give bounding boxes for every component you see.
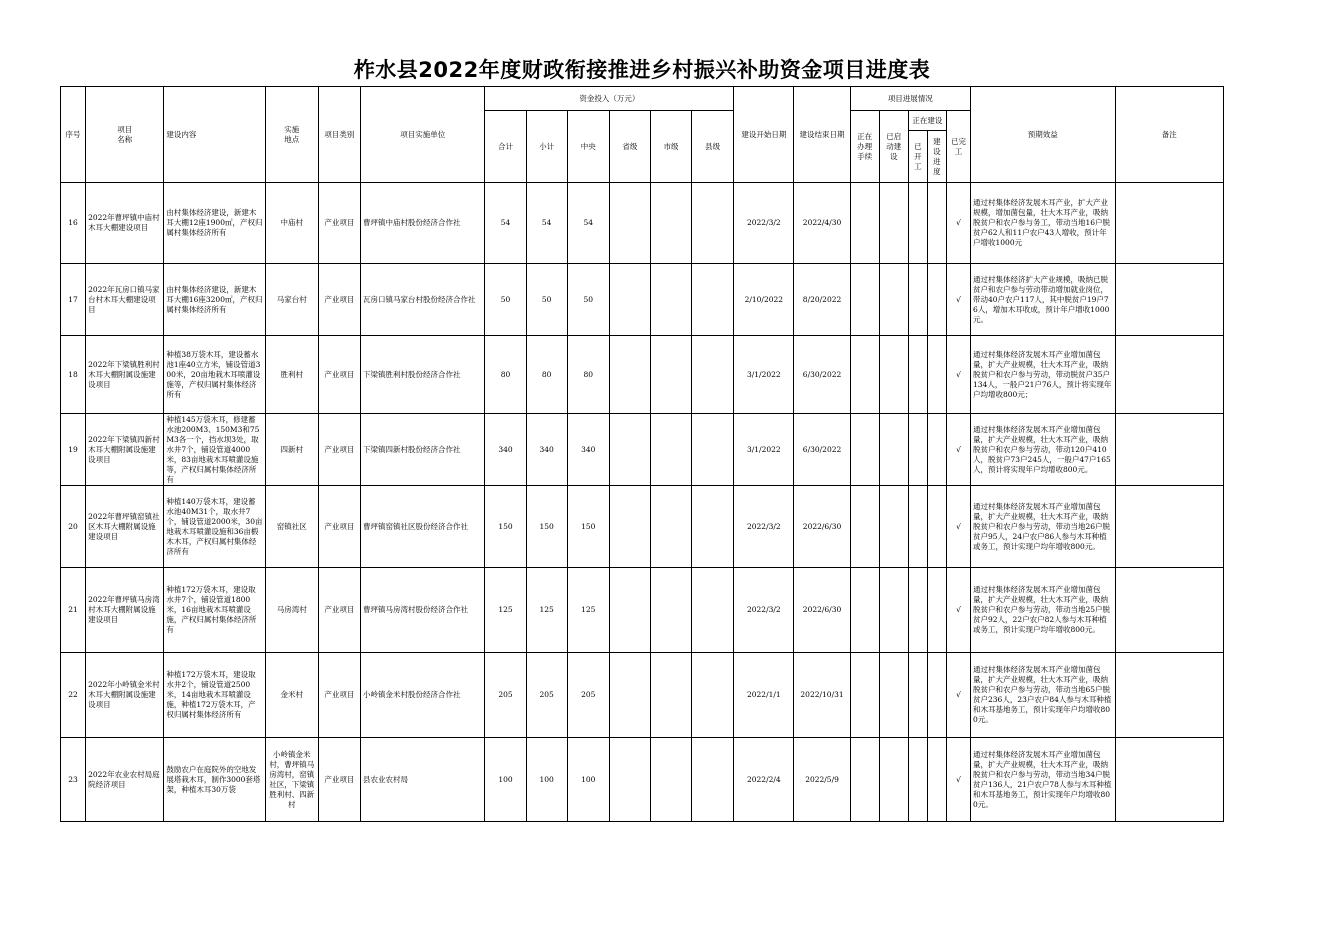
cell-category: 产业项目	[318, 738, 360, 822]
table-row	[61, 738, 1224, 822]
cell-unit: 下梁镇胜利村股份经济合作社	[361, 336, 485, 414]
cell-proc	[850, 486, 879, 568]
cell-completed: √	[946, 738, 970, 822]
cell-county	[692, 568, 734, 653]
cell-begun	[908, 264, 927, 336]
cell-proc	[850, 653, 879, 738]
cell-county	[692, 336, 734, 414]
table-row	[61, 336, 1224, 414]
cell-end: 6/30/2022	[794, 336, 850, 414]
col-remark: 备注	[1115, 87, 1224, 183]
cell-county	[692, 414, 734, 486]
cell-category: 产业项目	[318, 183, 360, 264]
col-location: 实施 地点	[265, 87, 318, 183]
cell-begun	[908, 414, 927, 486]
cell-name: 2022年曹坪镇中庙村木耳大棚建设项目	[86, 183, 164, 264]
cell-started-build	[879, 414, 908, 486]
cell-category: 产业项目	[318, 568, 360, 653]
cell-build-progress	[927, 738, 946, 822]
cell-completed: √	[946, 183, 970, 264]
cell-started-build	[879, 486, 908, 568]
cell-name: 2022年曹坪镇马房湾村木耳大棚附属设施建设项目	[86, 568, 164, 653]
cell-begun	[908, 486, 927, 568]
cell-seq: 23	[61, 738, 86, 822]
cell-remark	[1115, 414, 1224, 486]
cell-proc	[850, 183, 879, 264]
cell-name: 2022年农业农村局庭院经济项目	[86, 738, 164, 822]
cell-provincial	[609, 264, 650, 336]
cell-subtotal: 340	[526, 414, 567, 486]
col-funds: 资金投入（万元）	[485, 87, 734, 111]
cell-benefit: 通过村集体经济扩大产业规模，吸纳已脱贫户和农户参与劳动带动增加就业岗位，带动40户农户117人，其中脱贫户19户76人，增加木耳收成，预计年户增收1000元。	[971, 264, 1115, 336]
progress-table	[60, 86, 1224, 822]
page-title: 柞水县2022年度财政衔接推进乡村振兴补助资金项目进度表	[353, 58, 931, 82]
cell-city	[650, 336, 691, 414]
col-under-construction: 正在建设	[908, 111, 946, 131]
cell-unit: 瓦房口镇马家台村股份经济合作社	[361, 264, 485, 336]
cell-build-progress	[927, 336, 946, 414]
cell-provincial	[609, 183, 650, 264]
cell-begun	[908, 336, 927, 414]
cell-total: 340	[485, 414, 526, 486]
cell-name: 2022年下梁镇四新村木耳大棚附属设施建设项目	[86, 414, 164, 486]
cell-completed: √	[946, 486, 970, 568]
col-progress: 项目进展情况	[850, 87, 970, 111]
col-content: 建设内容	[164, 87, 265, 183]
cell-central: 340	[567, 414, 609, 486]
cell-end: 6/30/2022	[794, 414, 850, 486]
cell-started-build	[879, 738, 908, 822]
col-begun: 已 开 工	[908, 131, 927, 183]
cell-build-progress	[927, 414, 946, 486]
cell-end: 2022/6/30	[794, 568, 850, 653]
cell-city	[650, 653, 691, 738]
cell-unit: 曹坪镇中庙村股份经济合作社	[361, 183, 485, 264]
cell-started-build	[879, 264, 908, 336]
cell-subtotal: 125	[526, 568, 567, 653]
cell-started-build	[879, 568, 908, 653]
cell-benefit: 通过村集体经济发展木耳产业增加菌包量，扩大产业规模，壮大木耳产业，吸纳脱贫户和农户参与劳动，带动当地65户脱贫户236人，23户农户84人参与木耳种植和木耳基地务工，预计实现年户均增收800元。	[971, 653, 1115, 738]
cell-start: 2022/3/2	[734, 568, 794, 653]
cell-city	[650, 414, 691, 486]
cell-central: 150	[567, 486, 609, 568]
cell-subtotal: 54	[526, 183, 567, 264]
cell-location: 中庙村	[265, 183, 318, 264]
cell-remark	[1115, 738, 1224, 822]
col-build-progress: 建 设 进 度	[927, 131, 946, 183]
cell-category: 产业项目	[318, 264, 360, 336]
cell-provincial	[609, 336, 650, 414]
cell-unit: 曹坪镇窑镇社区股份经济合作社	[361, 486, 485, 568]
table-row	[61, 264, 1224, 336]
cell-central: 80	[567, 336, 609, 414]
cell-benefit: 通过村集体经济发展木耳产业增加菌包量，扩大产业规模，壮大木耳产业，吸纳脱贫户和农户参与劳动，带动120户410人，脱贫户73户245人，一般户47户165人，预计将实现年户均增收800元。	[971, 414, 1115, 486]
col-county: 县级	[692, 111, 734, 183]
cell-seq: 20	[61, 486, 86, 568]
cell-name: 2022年下梁镇胜利村木耳大棚附属设施建设项目	[86, 336, 164, 414]
col-start: 建设开始日期	[734, 87, 794, 183]
cell-total: 80	[485, 336, 526, 414]
cell-seq: 22	[61, 653, 86, 738]
cell-provincial	[609, 486, 650, 568]
cell-unit: 曹坪镇马房湾村股份经济合作社	[361, 568, 485, 653]
cell-begun	[908, 568, 927, 653]
cell-content: 种植172万袋木耳，建设取水井7个，铺设管道1800米，16亩地栽木耳喷灌设施，产权归属村集体经济所有	[164, 568, 265, 653]
cell-location: 小岭镇金米村，曹坪镇马房湾村，窑镇社区，下梁镇胜利村、四新村	[265, 738, 318, 822]
cell-category: 产业项目	[318, 653, 360, 738]
cell-build-progress	[927, 264, 946, 336]
col-benefit: 预期效益	[971, 87, 1115, 183]
cell-proc	[850, 738, 879, 822]
cell-unit: 小岭镇金米村股份经济合作社	[361, 653, 485, 738]
cell-end: 8/20/2022	[794, 264, 850, 336]
cell-start: 3/1/2022	[734, 414, 794, 486]
cell-start: 2/10/2022	[734, 264, 794, 336]
cell-name: 2022年曹坪镇窑镇社区木耳大棚附属设施建设项目	[86, 486, 164, 568]
cell-benefit: 通过村集体经济发展木耳产业增加菌包量，扩大产业规模，壮大木耳产业，吸纳脱贫户和农户参与劳动，带动当地34户脱贫户136人，21户农户78人参与木耳种植和木耳基地务工，预计实现年户均增收800元。	[971, 738, 1115, 822]
cell-seq: 16	[61, 183, 86, 264]
cell-total: 205	[485, 653, 526, 738]
col-end: 建设结束日期	[794, 87, 850, 183]
cell-subtotal: 100	[526, 738, 567, 822]
col-provincial: 省级	[609, 111, 650, 183]
cell-content: 由村集体经济建设，新建木耳大棚12座1900㎡，产权归属村集体经济所有	[164, 183, 265, 264]
cell-completed: √	[946, 336, 970, 414]
cell-location: 胜利村	[265, 336, 318, 414]
cell-seq: 19	[61, 414, 86, 486]
cell-provincial	[609, 738, 650, 822]
cell-begun	[908, 653, 927, 738]
table-row	[61, 183, 1224, 264]
cell-location: 四新村	[265, 414, 318, 486]
cell-subtotal: 205	[526, 653, 567, 738]
col-subtotal: 小计	[526, 111, 567, 183]
cell-location: 窑镇社区	[265, 486, 318, 568]
cell-subtotal: 150	[526, 486, 567, 568]
cell-end: 2022/10/31	[794, 653, 850, 738]
cell-proc	[850, 336, 879, 414]
col-total: 合计	[485, 111, 526, 183]
cell-benefit: 通过村集体经济发展木耳产业增加菌包量，扩大产业规模，壮大木耳产业，吸纳脱贫户和农户参与劳动，带动脱贫户35户134人，一般户21户76人，预计将实现年户均增收800元；	[971, 336, 1115, 414]
cell-subtotal: 50	[526, 264, 567, 336]
cell-proc	[850, 264, 879, 336]
cell-remark	[1115, 336, 1224, 414]
cell-build-progress	[927, 568, 946, 653]
cell-city	[650, 738, 691, 822]
cell-content: 鼓励农户在庭院外的空地发展塔栽木耳，制作3000套塔架，种植木耳30万袋	[164, 738, 265, 822]
cell-total: 100	[485, 738, 526, 822]
cell-location: 马房湾村	[265, 568, 318, 653]
cell-provincial	[609, 568, 650, 653]
cell-start: 2022/2/4	[734, 738, 794, 822]
cell-started-build	[879, 183, 908, 264]
cell-seq: 18	[61, 336, 86, 414]
col-central: 中央	[567, 111, 609, 183]
table-row	[61, 653, 1224, 738]
cell-content: 种植145万袋木耳，修建蓄水池200M3、150M3和75M3各一个，挡水坝3处，取水井7个，铺设管道4000米，83亩地栽木耳喷灌设施等，产权归属村集体经济所有	[164, 414, 265, 486]
cell-total: 50	[485, 264, 526, 336]
cell-completed: √	[946, 653, 970, 738]
cell-content: 种植38万袋木耳，建设蓄水池1座40立方米，铺设管道300米，20亩地栽木耳喷灌设施等，产权归属村集体经济所有	[164, 336, 265, 414]
cell-unit: 县农业农村局	[361, 738, 485, 822]
cell-completed: √	[946, 264, 970, 336]
col-category: 项目类别	[318, 87, 360, 183]
col-unit: 项目实施单位	[361, 87, 485, 183]
cell-content: 由村集体经济建设，新建木耳大棚16座3200㎡，产权归属村集体经济所有	[164, 264, 265, 336]
cell-begun	[908, 183, 927, 264]
table-row	[61, 414, 1224, 486]
col-name: 项目 名称	[86, 87, 164, 183]
cell-begun	[908, 738, 927, 822]
cell-central: 205	[567, 653, 609, 738]
cell-total: 54	[485, 183, 526, 264]
cell-proc	[850, 414, 879, 486]
cell-content: 种植140万袋木耳，建设蓄水池40M31个，取水井7个，铺设管道2000米，30亩地栽木耳喷灌设施和36亩椴木木耳，产权归属村集体经济所有	[164, 486, 265, 568]
cell-end: 2022/6/30	[794, 486, 850, 568]
cell-provincial	[609, 653, 650, 738]
cell-seq: 21	[61, 568, 86, 653]
cell-seq: 17	[61, 264, 86, 336]
cell-remark	[1115, 653, 1224, 738]
cell-start: 2022/1/1	[734, 653, 794, 738]
table-row	[61, 568, 1224, 653]
cell-benefit: 通过村集体经济发展木耳产业增加菌包量，扩大产业规模，壮大木耳产业，吸纳脱贫户和农户参与劳动，带动当地25户脱贫户92人，22户农户82人参与木耳种植或务工，预计实现户均年增收800元。	[971, 568, 1115, 653]
cell-end: 2022/5/9	[794, 738, 850, 822]
cell-benefit: 通过村集体经济发展木耳产业增加菌包量，扩大产业规模，壮大木耳产业，吸纳脱贫户和农户参与劳动，带动当地26户脱贫户95人，24户农户86人参与木耳种植或务工，预计实现户均年增收800元。	[971, 486, 1115, 568]
cell-central: 100	[567, 738, 609, 822]
cell-build-progress	[927, 653, 946, 738]
cell-name: 2022年瓦房口镇马家台村木耳大棚建设项目	[86, 264, 164, 336]
cell-start: 2022/3/2	[734, 183, 794, 264]
cell-end: 2022/4/30	[794, 183, 850, 264]
cell-central: 50	[567, 264, 609, 336]
cell-start: 2022/3/2	[734, 486, 794, 568]
col-started-build: 已启 动建 设	[879, 111, 908, 183]
cell-build-progress	[927, 183, 946, 264]
table-row	[61, 486, 1224, 568]
cell-completed: √	[946, 414, 970, 486]
cell-proc	[850, 568, 879, 653]
col-city: 市级	[650, 111, 691, 183]
cell-remark	[1115, 568, 1224, 653]
cell-city	[650, 183, 691, 264]
cell-total: 125	[485, 568, 526, 653]
cell-start: 3/1/2022	[734, 336, 794, 414]
cell-category: 产业项目	[318, 336, 360, 414]
cell-city	[650, 264, 691, 336]
col-seq: 序号	[61, 87, 86, 183]
cell-unit: 下梁镇四新村股份经济合作社	[361, 414, 485, 486]
cell-remark	[1115, 183, 1224, 264]
cell-benefit: 通过村集体经济发展木耳产业，扩大产业规模，增加菌包量，壮大木耳产业，吸纳脱贫户和农户参与务工，带动当地16户脱贫户62人和11户农户43人增收，预计年户增收1000元	[971, 183, 1115, 264]
cell-county	[692, 183, 734, 264]
cell-central: 54	[567, 183, 609, 264]
cell-county	[692, 653, 734, 738]
cell-category: 产业项目	[318, 414, 360, 486]
cell-location: 马家台村	[265, 264, 318, 336]
cell-central: 125	[567, 568, 609, 653]
cell-category: 产业项目	[318, 486, 360, 568]
cell-subtotal: 80	[526, 336, 567, 414]
col-completed: 已完 工	[946, 111, 970, 183]
cell-started-build	[879, 336, 908, 414]
cell-provincial	[609, 414, 650, 486]
cell-remark	[1115, 264, 1224, 336]
cell-started-build	[879, 653, 908, 738]
cell-city	[650, 568, 691, 653]
cell-total: 150	[485, 486, 526, 568]
cell-name: 2022年小岭镇金米村木耳大棚附属设施建设项目	[86, 653, 164, 738]
cell-county	[692, 486, 734, 568]
col-proc: 正在 办理 手续	[850, 111, 879, 183]
cell-completed: √	[946, 568, 970, 653]
cell-county	[692, 264, 734, 336]
cell-remark	[1115, 486, 1224, 568]
cell-location: 金米村	[265, 653, 318, 738]
cell-content: 种植172万袋木耳，建设取水井2个，铺设管道2500米，14亩地栽木耳喷灌设施，种植172万袋木耳，产权归属村集体经济所有	[164, 653, 265, 738]
cell-city	[650, 486, 691, 568]
cell-county	[692, 738, 734, 822]
cell-build-progress	[927, 486, 946, 568]
